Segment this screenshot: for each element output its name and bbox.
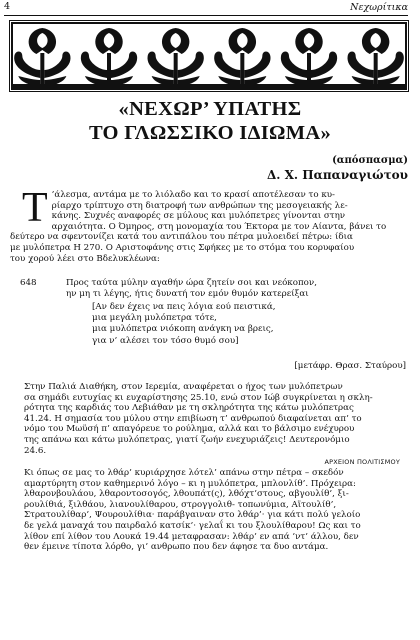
text-line: ρίαρχο τρίπτυχο στη διατροφή των ανθρώπων της μεσογειακής λε- [51,200,348,211]
text-line: 24.6. [24,445,47,456]
text-line: 41.24. Η σημασία του μύλου στην επιβίωση τ’ ανθρωπού διαφαίνεται απ’ το [24,413,362,424]
text-line: Στρατουλίθαρ’, Ψουρουλίθια· παράβγαιναν στο λθάρ’· για κάτι πολύ γελοίο [24,510,361,521]
drop-cap: Τ [22,185,48,231]
text-line: Στην Παλιά Διαθήκη, στον Ιερεμία, αναφέρεται ο ήχος των μυλόπετρων [24,382,343,392]
text-line: σα σημάδι ευτυχίας κι ευχαρίστησης 25.10, ενώ στον Ιώβ συγκρίνεται η σκλη- [24,392,373,403]
text-line: ’άλεσμα, αντάμα με το λιόλαδο και το κρασί αποτέλεσαν το κυ- [51,190,335,200]
running-header [4,1,408,15]
translation-line: [Αν δεν έχεις να πεις λόγια εού πειστικά, [92,302,276,312]
text-line: λθαρονβουλάου, λθαροντοσογός, λθουπάτ(ς), λθόχτ’στους, αβγουλίθ’, ξι- [24,489,349,500]
article-subtitle: (απόσπασμα) [332,155,408,166]
paragraph-2 [10,382,408,456]
translation-line: για ν’ αλέσει τον τόσο θυμό σου] [92,336,239,346]
translation-line: μια μεγάλη μυλόπετρα τότε, [92,313,217,323]
header-rule [4,15,408,16]
greek-verse-line: ην μη τι λέγης, ήτις δυνατή τον εμόν θυμόν κατερείξαι [66,289,309,299]
article-author: Δ. Χ. Παπαναγιώτου [266,168,408,182]
text-line: ρότητα της καρδιάς του Λεβιάθαν με τη σκληρότητα της κάτω μυλόπετρας [24,403,354,414]
running-head-title: Νεχωρίτικα [350,2,408,13]
page-number: 4 [4,1,11,12]
text-line: αμαρτύρητη στον καθημερινό λόγο – κι η μυλόπετρα, μπλονλίθ’. Πρόχειρα: [24,478,356,489]
text-line: κάνης. Συχνές αναφορές σε μύλους και μυλόπετρες γίνονται στην [51,211,346,222]
paragraph-1 [10,185,408,264]
title-line-2: ΤΟ ΓΛΩΣΣΙΚΟ ΙΔΙΩΜΑ» [88,122,332,144]
frieze-base-band [12,84,406,89]
text-line: θεν έμεινε τίποτα λόρθο, γι’ ανθρωπο που δεν άφησε τα δυο αντάμα. [24,542,329,553]
greek-verse-line: Προς ταύτα μύλην αγαθήν ώρα ζητείν σοι και νεόκοπον, [66,278,317,288]
text-line: δεύτερο να σφεντονίζει κατά του αντιπάλου του πέτρα μυλοειδεί πέτρω: ίδια [10,232,353,243]
title-line-1: «ΝΕΧΩΡ’ ΥΠΑΤΗΣ [118,98,302,120]
text-line: αρχαιότητα. Ο Όμηρος, στη μονομαχία του Έκτορα με τον Αίαντα, βάνει το [51,221,387,232]
translator-credit: [μετάφρ. Θρασ. Σταύρου] [294,361,406,371]
verse-number: 648 [20,278,37,288]
paragraph-3 [10,468,408,553]
text-line: της απάνω και κάτω μυλόπετρας, γιατί ζωήν ενεχυριάζεις! Δευτερονόμιο [24,434,350,445]
text-line: νόμο του Μωϋσή π’ απαγόρευε το ρούλημα, αλλά και το βάλσιμο ενέχυρου [24,424,355,435]
text-line: λίθον επί λίθον του Λουκά 19.44 μεταφρασαν: λθάρ’ εν απά ’ντ’ άλλου, δεν [24,531,359,542]
text-line: του χορού λέει στο Βδελυκλέωνα: [10,253,160,264]
archive-label: ΑΡΧΕΙΟΝ ΠΟΛΙΤΙΣΜΟΥ [324,458,400,466]
text-line: με μυλόπετρα Η 270. Ο Αριστοφάνης στις Σφήκες με το στόμα του κορυφαίου [10,242,355,253]
text-line: Κι όπως σε μας το λθάρ’ κυριάρχησε λότελ’ απάνω στην πέτρα – σκεδόν [24,468,344,478]
text-line: ρουλίθιά, ξιλθάου, λιανουλίθαρου, στρογγολιθ- τοπωνύμια, Αϊτουλίθ’, [24,499,337,510]
text-line: δε γελά μαναχά του παιρδαλό κατσίκ’· γελαΐ κι του ξλουλίθαρου! Ως και το [24,520,361,531]
article-title [0,97,420,145]
art-nouveau-floral-frieze-icon [9,20,409,92]
translation-line: μια μυλόπετρα νιόκοπη ανάγκη να βρεις, [92,324,274,334]
